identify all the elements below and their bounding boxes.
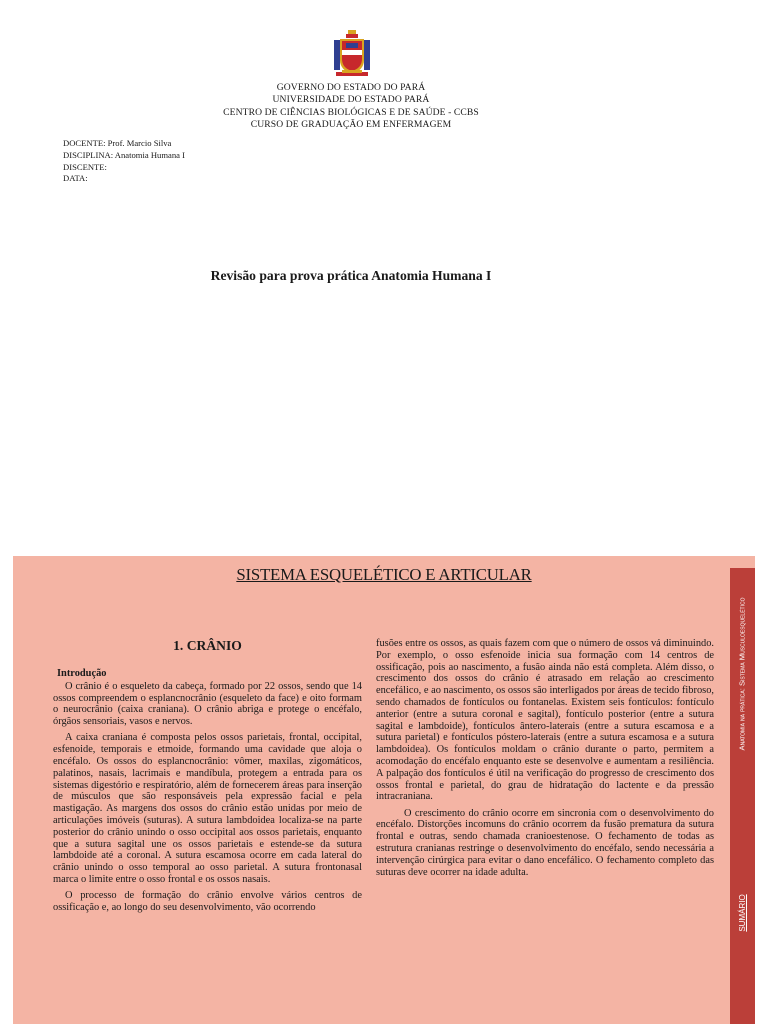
text-column-right: [376, 638, 714, 883]
docente-line: DOCENTE: Prof. Marcio Silva: [63, 138, 172, 148]
sidebar-book-title: Anatomia na prática: Sistema Musculoesquelético: [737, 597, 747, 751]
chapter-heading: 1. CRÂNIO: [173, 638, 242, 653]
institution-line: CURSO DE GRADUAÇÃO EM ENFERMAGEM: [250, 119, 452, 131]
paragraph: A caixa craniana é composta pelos ossos parietais, frontal, occipital, esfenoide, temporais e etmoide, formando uma cavidade que aloja o encéfalo. Os ossos do esplancnocrânio: vômer, maxilas, zigomáticos, palatinos, nasais, lacrimais e mandíbula, protegem a entrada para os sistemas digestório e respiratório, além de fornecerem áreas para inserção de músculos que são responsáveis pela expressão facial e pela mastigação. As margens dos ossos do crânio estão unidas por meio de articulações imóveis (suturas). A sutura lambdoidea localiza-se na parte posterior do crânio unindo o osso occipital aos ossos parietais, enquanto que a sutura sagital une os ossos parietais e estende-se da sutura lambdoide até a coronal. A sutura escamosa ocorre em cada lateral do crânio unindo o osso temporal ao osso parietal. A sutura frontonasal marca o limite entre o osso frontal e os ossos nasais.: [53, 732, 362, 886]
book-sidebar: [730, 568, 755, 1024]
institution-header: [0, 82, 702, 132]
institution-line: CENTRO DE CIÊNCIAS BIOLÓGICAS E DE SAÚDE - CCBS: [223, 106, 479, 118]
disciplina-line: DISCIPLINA: Anatomia Humana I: [63, 149, 185, 160]
text-column-left: [53, 638, 362, 918]
data-line: DATA:: [63, 173, 88, 184]
course-info: [63, 138, 185, 185]
paragraph: O crescimento do crânio ocorre em sincronia com o desenvolvimento do encéfalo. Distorções incomuns do crânio ocorrem da fusão prematura da sutura frontal e outras, sendo chamada cranioestenose. O fechamento de todas as estrutura cranianas restringe o desenvolvimento do encéfalo, sendo necessária a intervenção cirúrgica para evitar o dano encefálico. O fechamento completo das suturas deve ocorrer na idade adulta.: [376, 807, 714, 878]
paragraph: O processo de formação do crânio envolve vários centros de ossificação e, ao longo do seu desenvolvimento, vão ocorrendo: [53, 890, 362, 914]
paragraph: O crânio é o esqueleto da cabeça, formado por 22 ossos, sendo que 14 ossos compreendem o esplancnocrânio (esqueleto da face) e oito formam o neurocrânio (caixa craniana). O crânio abriga e protege o encéfalo, órgãos sensoriais, vasos e nervos.: [53, 680, 362, 728]
discente-line: DISCENTE:: [63, 161, 107, 172]
paragraph: fusões entre os ossos, as quais fazem com que o número de ossos vá diminuindo. Por exemplo, o osso esfenoide inicia sua formação com 14 centros de ossificação, pois ao nascimento, a fusão ainda não está completa. Além disso, o crescimento dos ossos do crânio é atrasado em relação ao crescimento encefálico, e ao nascimento, os ossos são interligados por áreas de tecido fibroso, sendo chamados de fontículos ou fontanelas. Existem seis fontículos: fontículo anterior (entre a sutura coronal e sagital), fontículo posterior (entre a sutura sagital e lambdoide), fontículos ântero-laterais (entre a sutura escamosa e a sutura parietal) e fontículos póstero-laterais (entre a sutura escamosa e a sutura lambdoidea). Os fontículos moldam o crânio durante o parto, permitem a acomodação do encéfalo enquanto este se desenvolve e aumentam a resiliência. A palpação dos fontículos é útil na verificação do progresso de crescimento dos ossos frontal e parietal, do grau de hidratação do lactente e da pressão intracraniana.: [376, 638, 714, 803]
section-title: SISTEMA ESQUELÉTICO E ARTICULAR: [236, 565, 532, 584]
institution-line: UNIVERSIDADE DO ESTADO PARÁ: [272, 94, 430, 106]
institution-line: GOVERNO DO ESTADO DO PARÁ: [276, 82, 426, 93]
document-title: Revisão para prova prática Anatomia Humana I: [210, 268, 492, 283]
subheading: Introdução: [57, 668, 107, 679]
coat-of-arms-emblem: [332, 30, 372, 78]
summary-link[interactable]: SUMÁRIO: [738, 894, 747, 932]
